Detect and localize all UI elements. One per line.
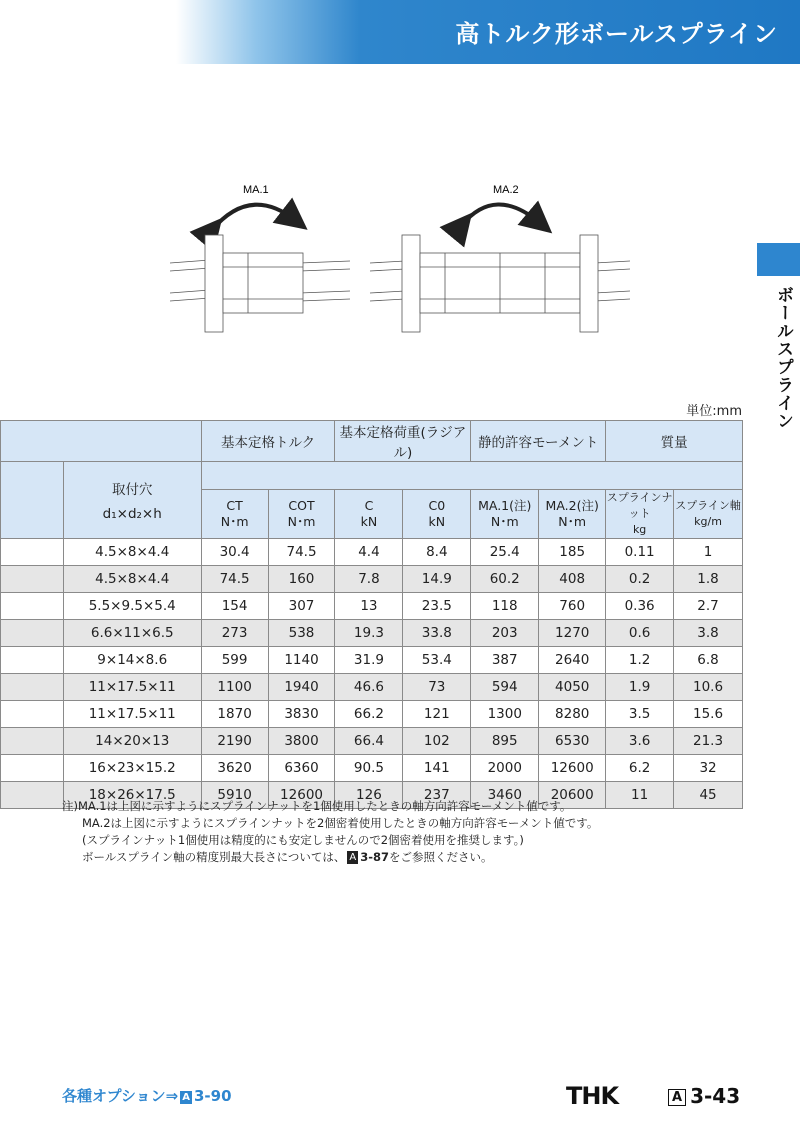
table-cell: 11 (606, 782, 674, 809)
header-c: C kN (335, 490, 403, 539)
table-cell: 121 (403, 701, 471, 728)
moment-label-ma2: MA.2 (493, 184, 519, 196)
header-mass: 質量 (606, 421, 743, 462)
note-line-3: (スプラインナット1個使用は精度的にも安定しませんので2個密着使用を推奨します。) (82, 833, 524, 847)
table-row (1, 728, 743, 755)
table-cell: 6.6×11×6.5 (63, 620, 201, 647)
table-cell: 20600 (539, 782, 606, 809)
table-cell: 895 (471, 728, 539, 755)
model-cell (1, 674, 64, 701)
header-c0: C0 kN (403, 490, 471, 539)
single-nut-drawing (170, 184, 350, 332)
table-cell: 60.2 (471, 566, 539, 593)
table-cell: 14.9 (403, 566, 471, 593)
model-cell (1, 755, 64, 782)
model-cell (1, 647, 64, 674)
table-row (1, 755, 743, 782)
table-cell: 19.3 (335, 620, 403, 647)
table-cell: 13 (335, 593, 403, 620)
table-cell: 10.6 (674, 674, 743, 701)
table-cell: 408 (539, 566, 606, 593)
table-cell: 15.6 (674, 701, 743, 728)
header-blank (1, 421, 202, 462)
table-cell: 273 (201, 620, 268, 647)
table-cell: 18×26×17.5 (63, 782, 201, 809)
options-badge: A (182, 1092, 190, 1103)
header-ma2: MA.2(注) N･m (539, 490, 606, 539)
header-shaft-mass: スプライン軸 kg/m (674, 490, 743, 539)
header-mount-label: 取付穴 (111, 482, 153, 498)
table-cell: 126 (335, 782, 403, 809)
table-cell: 53.4 (403, 647, 471, 674)
table-cell: 3800 (268, 728, 335, 755)
table-cell: 160 (268, 566, 335, 593)
table-cell: 9×14×8.6 (63, 647, 201, 674)
note-line-2: MA.2は上図に示すようにスプラインナットを2個密着使用したときの軸方向許容モーメント値です。 (82, 816, 599, 830)
table-cell: 1100 (201, 674, 268, 701)
table-row (1, 593, 743, 620)
table-cell: 4.5×8×4.4 (63, 539, 201, 566)
table-cell: 16×23×15.2 (63, 755, 201, 782)
table-cell: 594 (471, 674, 539, 701)
table-cell: 6.8 (674, 647, 743, 674)
table-cell: 11×17.5×11 (63, 674, 201, 701)
table-cell: 6530 (539, 728, 606, 755)
table-cell: 760 (539, 593, 606, 620)
table-cell: 102 (403, 728, 471, 755)
ref-badge: A (349, 852, 357, 863)
table-cell: 6360 (268, 755, 335, 782)
table-cell: 203 (471, 620, 539, 647)
table-cell: 2640 (539, 647, 606, 674)
moment-label-ma1: MA.1 (243, 184, 269, 196)
table-cell: 141 (403, 755, 471, 782)
note-line-1: 注)MA.1は上図に示すようにスプラインナットを1個使用したときの軸方向許容モーメント値です。 (62, 799, 572, 813)
table-cell: 12600 (539, 755, 606, 782)
table-cell: 12600 (268, 782, 335, 809)
table-row (1, 701, 743, 728)
page-number: A 3-43 (668, 1084, 740, 1108)
model-cell (1, 620, 64, 647)
table-cell: 1.9 (606, 674, 674, 701)
table-cell: 2.7 (674, 593, 743, 620)
table-cell: 7.8 (335, 566, 403, 593)
table-cell: 3460 (471, 782, 539, 809)
table-cell: 66.4 (335, 728, 403, 755)
header-spacer (201, 462, 742, 490)
table-cell: 599 (201, 647, 268, 674)
model-cell (1, 782, 64, 809)
table-cell: 387 (471, 647, 539, 674)
table-cell: 0.6 (606, 620, 674, 647)
table-cell: 2000 (471, 755, 539, 782)
table-cell: 1 (674, 539, 743, 566)
table-cell: 3830 (268, 701, 335, 728)
table-row (1, 566, 743, 593)
header-nut-mass: スプラインナット kg (606, 490, 674, 539)
table-cell: 1300 (471, 701, 539, 728)
header-mount (63, 462, 201, 539)
table-cell: 74.5 (268, 539, 335, 566)
table-cell: 1270 (539, 620, 606, 647)
table-cell: 0.11 (606, 539, 674, 566)
model-cell (1, 566, 64, 593)
spec-table (0, 420, 743, 809)
header-mount-formula: d₁×d₂×h (102, 506, 162, 522)
header-moment: 静的許容モーメント (471, 421, 606, 462)
section-label: ボールスプライン (773, 286, 793, 430)
header-cot: COT N･m (268, 490, 335, 539)
table-cell: 30.4 (201, 539, 268, 566)
table-cell: 66.2 (335, 701, 403, 728)
model-cell (1, 701, 64, 728)
note-line-4: ボールスプライン軸の精度別最大長さについては、 A 3-87をご参照ください。 (82, 850, 493, 864)
double-nut-drawing (370, 184, 630, 332)
table-cell: 1140 (268, 647, 335, 674)
table-cell: 1.2 (606, 647, 674, 674)
section-tab (757, 243, 800, 276)
table-cell: 8280 (539, 701, 606, 728)
table-cell: 538 (268, 620, 335, 647)
table-cell: 46.6 (335, 674, 403, 701)
header-blank-left (1, 462, 64, 539)
header-load: 基本定格荷重(ラジアル) (335, 421, 471, 462)
table-cell: 33.8 (403, 620, 471, 647)
table-cell: 5910 (201, 782, 268, 809)
page-header (0, 0, 800, 64)
table-cell: 74.5 (201, 566, 268, 593)
header-ma1: MA.1(注) N･m (471, 490, 539, 539)
table-cell: 14×20×13 (63, 728, 201, 755)
table-cell: 25.4 (471, 539, 539, 566)
header-torque: 基本定格トルク (201, 421, 335, 462)
table-row (1, 620, 743, 647)
table-cell: 8.4 (403, 539, 471, 566)
table-cell: 31.9 (335, 647, 403, 674)
model-cell (1, 539, 64, 566)
table-cell: 0.36 (606, 593, 674, 620)
table-cell: 5.5×9.5×5.4 (63, 593, 201, 620)
table-row (1, 539, 743, 566)
options-link[interactable]: 各種オプション⇒ A 3-90 (62, 1087, 232, 1105)
table-cell: 21.3 (674, 728, 743, 755)
table-row (1, 647, 743, 674)
table-cell: 237 (403, 782, 471, 809)
unit-label: 単位:mm (686, 404, 742, 419)
table-cell: 3620 (201, 755, 268, 782)
table-row (1, 674, 743, 701)
table-cell: 23.5 (403, 593, 471, 620)
table-cell: 4050 (539, 674, 606, 701)
table-cell: 307 (268, 593, 335, 620)
table-cell: 118 (471, 593, 539, 620)
notes (62, 798, 598, 866)
table-cell: 185 (539, 539, 606, 566)
table-cell: 1.8 (674, 566, 743, 593)
table-cell: 4.5×8×4.4 (63, 566, 201, 593)
spec-table-body (1, 539, 743, 809)
model-cell (1, 593, 64, 620)
page-badge: A (668, 1089, 686, 1106)
table-cell: 32 (674, 755, 743, 782)
table-cell: 11×17.5×11 (63, 701, 201, 728)
table-cell: 3.6 (606, 728, 674, 755)
page-title: 高トルク形ボールスプライン (455, 20, 778, 48)
table-cell: 6.2 (606, 755, 674, 782)
table-cell: 2190 (201, 728, 268, 755)
table-cell: 90.5 (335, 755, 403, 782)
table-cell: 4.4 (335, 539, 403, 566)
thk-logo: THK (566, 1082, 619, 1110)
table-cell: 1940 (268, 674, 335, 701)
ref-link[interactable]: 3-87 (360, 850, 389, 864)
table-cell: 73 (403, 674, 471, 701)
table-cell: 3.5 (606, 701, 674, 728)
table-cell: 0.2 (606, 566, 674, 593)
moment-diagram (150, 175, 630, 350)
header-ct: CT N･m (201, 490, 268, 539)
model-cell (1, 728, 64, 755)
table-cell: 45 (674, 782, 743, 809)
table-cell: 1870 (201, 701, 268, 728)
table-cell: 154 (201, 593, 268, 620)
table-cell: 3.8 (674, 620, 743, 647)
